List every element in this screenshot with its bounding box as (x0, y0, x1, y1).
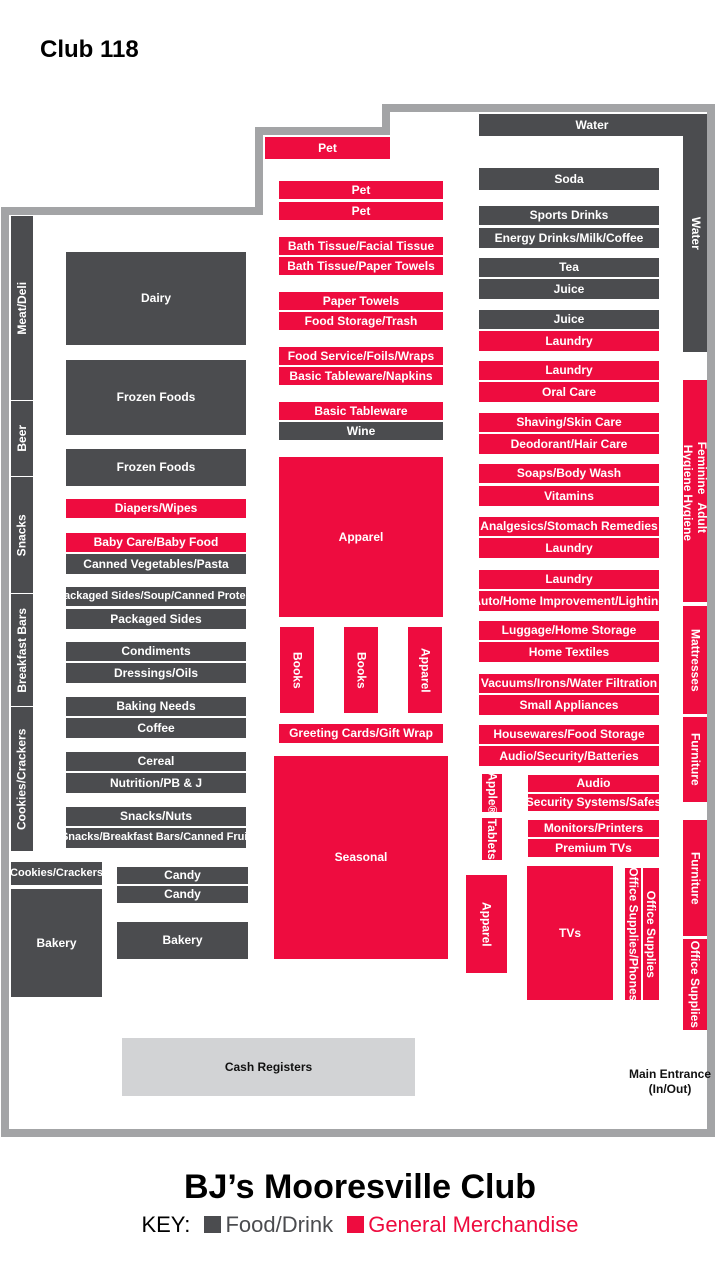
section-candy-2[interactable]: Candy (117, 886, 248, 903)
section-office-supplies-phones-label: Office Supplies/Phones (626, 866, 641, 1002)
legend-food-swatch (204, 1216, 221, 1233)
club-label: Club 118 (40, 36, 139, 63)
section-cookies-crackers[interactable]: Cookies/Crackers (11, 862, 102, 885)
section-housewares[interactable]: Housewares/Food Storage (479, 725, 659, 744)
section-frozen-foods-1[interactable]: Frozen Foods (66, 360, 246, 435)
section-dairy[interactable]: Dairy (66, 252, 246, 345)
section-audio-security-batteries[interactable]: Audio/Security/Batteries (479, 746, 659, 766)
section-pet-top[interactable]: Pet (265, 137, 390, 159)
section-cookies-crackers-side[interactable] (11, 707, 33, 851)
section-furniture-2-label: Furniture (688, 851, 703, 905)
section-food-storage-trash[interactable]: Food Storage/Trash (279, 312, 443, 330)
section-books-2-label: Books (354, 651, 369, 689)
section-books-2[interactable] (344, 627, 378, 713)
section-candy-1[interactable]: Candy (117, 867, 248, 884)
section-apple-label: Apple® (485, 771, 500, 815)
section-pet-1[interactable]: Pet (279, 181, 443, 199)
section-water-side[interactable] (683, 114, 707, 352)
section-energy-drinks[interactable]: Energy Drinks/Milk/Coffee (479, 228, 659, 248)
section-bakery-left[interactable]: Bakery (11, 889, 102, 997)
legend-food-label: Food/Drink (225, 1212, 334, 1237)
section-laundry-2[interactable]: Laundry (479, 361, 659, 380)
section-office-supplies-phones[interactable] (625, 868, 641, 1000)
section-cereal[interactable]: Cereal (66, 752, 246, 771)
main-entrance[interactable]: Main Entrance (In/Out) (628, 1067, 712, 1096)
section-condiments[interactable]: Condiments (66, 642, 246, 661)
section-canned-vegetables[interactable]: Canned Vegetables/Pasta (66, 554, 246, 574)
section-paper-towels[interactable]: Paper Towels (279, 292, 443, 310)
section-bath-tissue-facial[interactable]: Bath Tissue/Facial Tissue (279, 237, 443, 255)
section-office-supplies-wall-label: Office Supplies (688, 940, 703, 1029)
section-juice-1[interactable]: Juice (479, 279, 659, 299)
section-meat-deli-label: Meat/Deli (14, 281, 29, 335)
section-oral-care[interactable]: Oral Care (479, 382, 659, 402)
section-office-supplies-wall[interactable] (683, 939, 707, 1030)
section-analgesics[interactable]: Analgesics/Stomach Remedies (479, 517, 659, 536)
section-packaged-sides[interactable]: Packaged Sides (66, 609, 246, 629)
section-seasonal[interactable]: Seasonal (274, 756, 448, 959)
section-tea[interactable]: Tea (479, 258, 659, 277)
legend (0, 1212, 720, 1238)
section-water-top[interactable]: Water (479, 114, 705, 136)
section-apparel-lower[interactable] (466, 875, 507, 973)
section-basic-tableware-napkins[interactable]: Basic Tableware/Napkins (279, 367, 443, 385)
section-apparel-main[interactable]: Apparel (279, 457, 443, 617)
section-monitors[interactable]: Monitors/Printers (528, 820, 659, 837)
section-home-textiles[interactable]: Home Textiles (479, 642, 659, 662)
section-bakery-center[interactable]: Bakery (117, 922, 248, 959)
section-laundry-3[interactable]: Laundry (479, 538, 659, 558)
section-wine[interactable]: Wine (279, 422, 443, 440)
section-books-1[interactable] (280, 627, 314, 713)
section-greeting-cards[interactable]: Greeting Cards/Gift Wrap (279, 724, 443, 743)
section-snacks-breakfast[interactable]: Snacks/Breakfast Bars/Canned Fruit (66, 828, 246, 848)
section-nutrition[interactable]: Nutrition/PB & J (66, 773, 246, 793)
section-security-systems[interactable]: Security Systems/Safes (525, 795, 662, 810)
section-deodorant[interactable]: Deodorant/Hair Care (479, 434, 659, 454)
section-baby-care[interactable]: Baby Care/Baby Food (66, 533, 246, 552)
section-apparel-vertical-label: Apparel (418, 647, 433, 693)
section-breakfast-bars[interactable] (11, 594, 33, 706)
section-furniture-1-label: Furniture (688, 733, 703, 786)
legend-merch-swatch (347, 1216, 364, 1233)
section-apparel-vertical[interactable] (408, 627, 442, 713)
section-tvs[interactable]: TVs (527, 866, 613, 1000)
section-basic-tableware[interactable]: Basic Tableware (279, 402, 443, 420)
section-luggage[interactable]: Luggage/Home Storage (479, 621, 659, 640)
section-furniture-1[interactable] (683, 717, 707, 802)
section-mattresses-label: Mattresses (688, 628, 703, 692)
section-cookies-crackers-side-label: Cookies/Crackers (14, 728, 29, 830)
section-soaps[interactable]: Soaps/Body Wash (479, 464, 659, 483)
section-water-side-label: Water (688, 216, 703, 250)
section-frozen-foods-2[interactable]: Frozen Foods (66, 449, 246, 486)
section-office-supplies-inner[interactable] (643, 868, 659, 1000)
section-juice-2[interactable]: Juice (479, 310, 659, 329)
section-vitamins[interactable]: Vitamins (479, 486, 659, 506)
section-diapers[interactable]: Diapers/Wipes (66, 499, 246, 518)
section-snacks-nuts[interactable]: Snacks/Nuts (66, 807, 246, 826)
section-apparel-lower-label: Apparel (479, 901, 494, 947)
section-auto-home[interactable]: Auto/Home Improvement/Lighting (479, 591, 659, 611)
section-bath-tissue-paper-towels[interactable]: Bath Tissue/Paper Towels (279, 257, 443, 275)
section-sports-drinks[interactable]: Sports Drinks (479, 206, 659, 225)
section-food-service[interactable]: Food Service/Foils/Wraps (279, 347, 443, 365)
legend-key-label: KEY: (141, 1212, 191, 1237)
section-laundry-1[interactable]: Laundry (479, 331, 659, 351)
section-apple[interactable] (482, 771, 502, 815)
section-snacks-side-label: Snacks (14, 513, 29, 557)
section-furniture-2[interactable] (683, 820, 707, 936)
section-breakfast-bars-label: Breakfast Bars (14, 607, 29, 693)
section-beer[interactable] (11, 401, 33, 476)
section-books-1-label: Books (290, 651, 305, 689)
section-hygiene-wall[interactable] (681, 380, 710, 602)
section-premium-tvs[interactable]: Premium TVs (528, 839, 659, 857)
section-soda[interactable]: Soda (479, 168, 659, 190)
cash-registers[interactable]: Cash Registers (122, 1038, 415, 1096)
section-small-appliances[interactable]: Small Appliances (479, 695, 659, 715)
section-adult-hygiene-label: Adult Hygiene (681, 494, 710, 541)
section-mattresses[interactable] (683, 606, 707, 714)
section-beer-label: Beer (14, 425, 29, 452)
section-packaged-sides-soup[interactable]: Packaged Sides/Soup/Canned Protein (66, 587, 246, 606)
section-tablets-label: Tablets (485, 818, 500, 860)
section-pet-2[interactable]: Pet (279, 202, 443, 220)
section-coffee[interactable]: Coffee (66, 718, 246, 738)
section-office-supplies-inner-label: Office Supplies (644, 890, 659, 978)
section-vacuums[interactable]: Vacuums/Irons/Water Filtration (479, 674, 659, 693)
section-laundry-4[interactable]: Laundry (479, 570, 659, 589)
section-baking-needs[interactable]: Baking Needs (66, 697, 246, 716)
section-shaving[interactable]: Shaving/Skin Care (479, 413, 659, 432)
section-dressings[interactable]: Dressings/Oils (66, 663, 246, 683)
section-meat-deli[interactable] (11, 216, 33, 400)
section-audio[interactable]: Audio (528, 775, 659, 792)
section-tablets[interactable] (482, 818, 502, 860)
section-feminine-hygiene-label: Feminine Hygiene (681, 441, 710, 495)
section-snacks-side[interactable] (11, 477, 33, 593)
legend-merch-label: General Merchandise (368, 1212, 579, 1237)
store-name: BJ’s Mooresville Club (183, 1168, 537, 1206)
